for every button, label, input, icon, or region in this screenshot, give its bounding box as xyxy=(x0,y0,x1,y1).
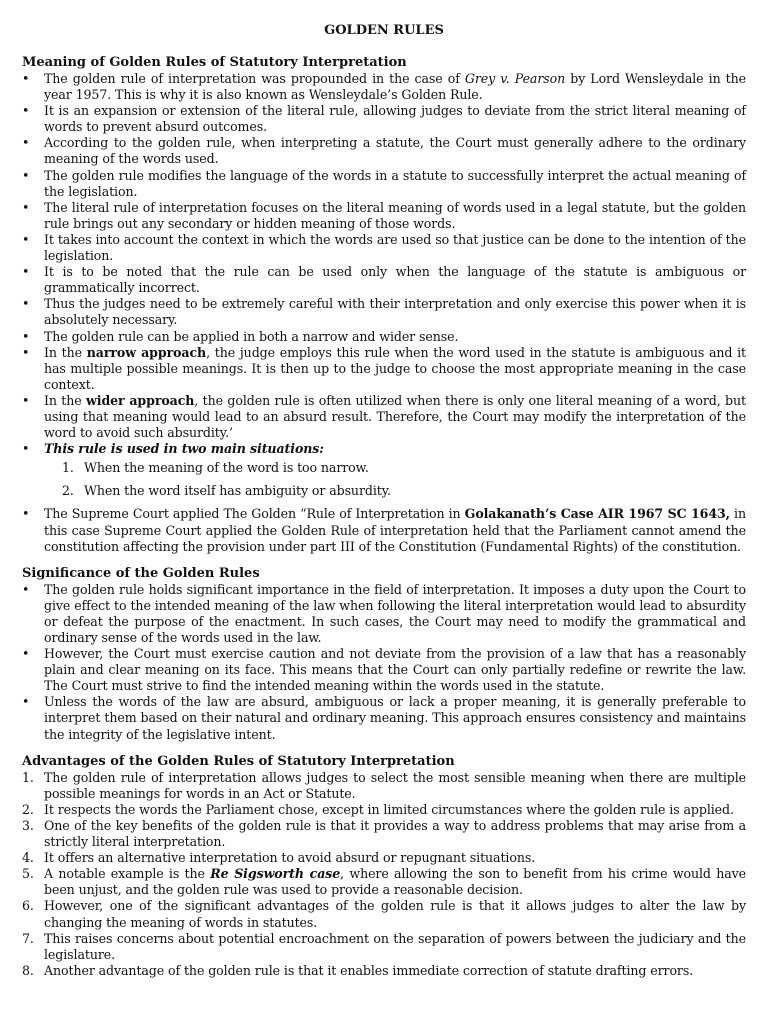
list-item xyxy=(22,345,746,393)
list-item xyxy=(22,963,746,979)
sub-list xyxy=(44,460,746,499)
item-text: This raises concerns about potential encroachment on the separation of powers between the judiciary and the legislature. xyxy=(44,930,746,962)
bullet-icon: • xyxy=(22,392,30,408)
item-text: It is to be noted that the rule can be used only when the language of the statute is ambiguous or grammatically incorrect. xyxy=(44,264,746,296)
list-number: 1. xyxy=(62,460,74,476)
list-number: 2. xyxy=(62,483,74,499)
section xyxy=(22,565,746,743)
item-text: However, the Court must exercise caution and not deviate from the provision of a law that has a reasonably plain and clear meaning on its face. This means that the Court can only partially redefine or rewrite the law. The Court must strive to find the intended meaning within the words used in the statute. xyxy=(44,646,746,694)
list-item xyxy=(22,296,746,328)
document-title: GOLDEN RULES xyxy=(324,23,444,38)
item-text: Unless the words of the law are absurd, ambiguous or lack a proper meaning, it is generally preferable to interpret them based on their natural and ordinary meaning. This approach ensures consistency and maintains the integrity of the legislative intent. xyxy=(44,694,746,742)
sub-list-item xyxy=(62,483,746,499)
case-name: Grey v. Pearson xyxy=(464,71,566,86)
section xyxy=(22,54,746,555)
item-text: The golden rule can be applied in both a narrow and wider sense. xyxy=(44,328,459,344)
list-item xyxy=(22,850,746,866)
list-number: 6. xyxy=(22,898,34,914)
item-text: The golden rule of interpretation allows judges to select the most sensible meaning when there are multiple possible meanings for words in an Act or Statute. xyxy=(44,769,746,801)
item-text: A notable example is the xyxy=(44,866,211,882)
list-number: 4. xyxy=(22,850,34,866)
bullet-icon: • xyxy=(22,199,30,215)
sub-list-item xyxy=(62,460,746,476)
item-text: One of the key benefits of the golden rule is that it provides a way to address problems that may arise from a strictly literal interpretation. xyxy=(44,817,746,850)
list-item xyxy=(22,71,746,103)
item-text: In the xyxy=(44,392,87,408)
list-item xyxy=(22,329,746,345)
item-text: , where allowing the son to benefit from his crime would have been unjust, and the golden rule was used to provide a reasonable decision. xyxy=(44,866,746,898)
list-item xyxy=(22,168,746,200)
item-text: by Lord Wensleydale in the year 1957. This is why it is also known as Wensleydale’s Golden Rule. xyxy=(44,71,747,103)
section-heading: Meaning of Golden Rules of Statutory Interpretation xyxy=(22,55,407,70)
list-item xyxy=(22,506,746,554)
list-number: 1. xyxy=(22,769,34,785)
bullet-list xyxy=(22,71,746,555)
bullet-icon: • xyxy=(22,135,30,151)
item-text: It takes into account the context in which the words are used so that justice can be done to the intention of the legislation. xyxy=(44,231,746,264)
list-number: 3. xyxy=(22,817,34,833)
list-item xyxy=(22,393,746,441)
item-text: Another advantage of the golden rule is that it enables immediate correction of statute drafting errors. xyxy=(44,962,694,978)
bullet-icon: • xyxy=(22,441,30,457)
list-number: 2. xyxy=(22,801,34,817)
list-item xyxy=(22,200,746,232)
bullet-icon: • xyxy=(22,646,30,662)
emphasis-term: Golakanath’s Case AIR 1967 SC 1643, xyxy=(464,506,730,522)
bullet-icon: • xyxy=(22,328,30,344)
bullet-icon: • xyxy=(22,694,30,710)
list-item xyxy=(22,818,746,850)
item-text: The literal rule of interpretation focuses on the literal meaning of words used in a legal statute, but the golden rule brings out any secondary or hidden meaning of those words. xyxy=(44,199,746,231)
item-text: According to the golden rule, when interpreting a statute, the Court must generally adhere to the ordinary meaning of the words used. xyxy=(44,135,746,167)
document-body xyxy=(22,54,746,979)
list-number: 5. xyxy=(22,866,34,882)
bullet-icon: • xyxy=(22,581,30,597)
item-text: However, one of the significant advantages of the golden rule is that it allows judges to alter the law by changing the meaning of words in statutes. xyxy=(44,898,746,930)
list-item xyxy=(22,898,746,930)
list-item xyxy=(22,646,746,694)
item-text: In the xyxy=(44,344,87,360)
sub-item-text: When the meaning of the word is too narrow. xyxy=(84,460,369,476)
list-item xyxy=(22,931,746,963)
list-number: 7. xyxy=(22,930,34,946)
bullet-icon: • xyxy=(22,71,30,86)
list-item xyxy=(22,866,746,898)
section-heading: Significance of the Golden Rules xyxy=(22,565,260,581)
item-text: The golden rule holds significant importance in the field of interpretation. It imposes a duty upon the Court to give effect to the intended meaning of the law when following the literal interpretation would lead to absurdity or defeat the purpose of the enactment. In such cases, the Court may need to modify the grammatical and ordinary sense of the words used in the law. xyxy=(44,581,746,645)
list-number: 8. xyxy=(22,962,34,978)
item-text: The golden rule of interpretation was propounded in the case of xyxy=(44,71,465,86)
item-text: Thus the judges need to be extremely careful with their interpretation and only exercise this power when it is absolutely necessary. xyxy=(44,296,746,328)
bullet-icon: • xyxy=(22,344,30,360)
sub-item-text: When the word itself has ambiguity or absurdity. xyxy=(84,483,391,499)
list-item xyxy=(22,582,746,646)
emphasis-term: This rule is used in two main situations: xyxy=(44,441,324,457)
section xyxy=(22,753,746,979)
section-heading: Advantages of the Golden Rules of Statutory Interpretation xyxy=(22,753,455,769)
item-text: The Supreme Court applied The Golden “Rule of Interpretation in xyxy=(44,506,465,522)
list-item xyxy=(22,770,746,802)
item-text: in this case Supreme Court applied the Golden Rule of interpretation held that the Parliament cannot amend the constitution affecting the provision under part III of the Constitution (Fundamental Rights) of the constitution. xyxy=(44,506,746,554)
bullet-icon: • xyxy=(22,296,30,312)
emphasis-term: narrow approach xyxy=(86,344,207,360)
list-item xyxy=(22,232,746,264)
list-item xyxy=(22,441,746,499)
bullet-icon: • xyxy=(22,506,30,522)
bullet-icon: • xyxy=(22,167,30,183)
item-text: It is an expansion or extension of the literal rule, allowing judges to deviate from the strict literal meaning of words to prevent absurd outcomes. xyxy=(44,103,746,135)
list-item xyxy=(22,802,746,818)
list-item xyxy=(22,135,746,167)
item-text: , the judge employs this rule when the word used in the statute is ambiguous and it has multiple possible meanings. It is then up to the judge to choose the most appropriate meaning in the case context. xyxy=(44,344,746,392)
emphasis-term: Re Sigsworth case xyxy=(210,866,341,882)
list-item xyxy=(22,103,746,135)
bullet-icon: • xyxy=(22,103,30,119)
item-text: , the golden rule is often utilized when there is only one literal meaning of a word, but using that meaning would lead to an absurd result. Therefore, the Court may modify the interpretation of the word to avoid such absurdity.’ xyxy=(44,392,746,441)
numbered-list xyxy=(22,770,746,979)
item-text: The golden rule modifies the language of the words in a statute to successfully interpret the actual meaning of the legislation. xyxy=(44,167,746,199)
item-text: It respects the words the Parliament chose, except in limited circumstances where the golden rule is applied. xyxy=(44,801,734,817)
bullet-list xyxy=(22,582,746,743)
bullet-icon: • xyxy=(22,264,30,280)
list-item xyxy=(22,694,746,742)
item-text: It offers an alternative interpretation to avoid absurd or repugnant situations. xyxy=(44,850,536,866)
list-item xyxy=(22,264,746,296)
emphasis-term: wider approach xyxy=(86,392,195,408)
bullet-icon: • xyxy=(22,231,30,247)
